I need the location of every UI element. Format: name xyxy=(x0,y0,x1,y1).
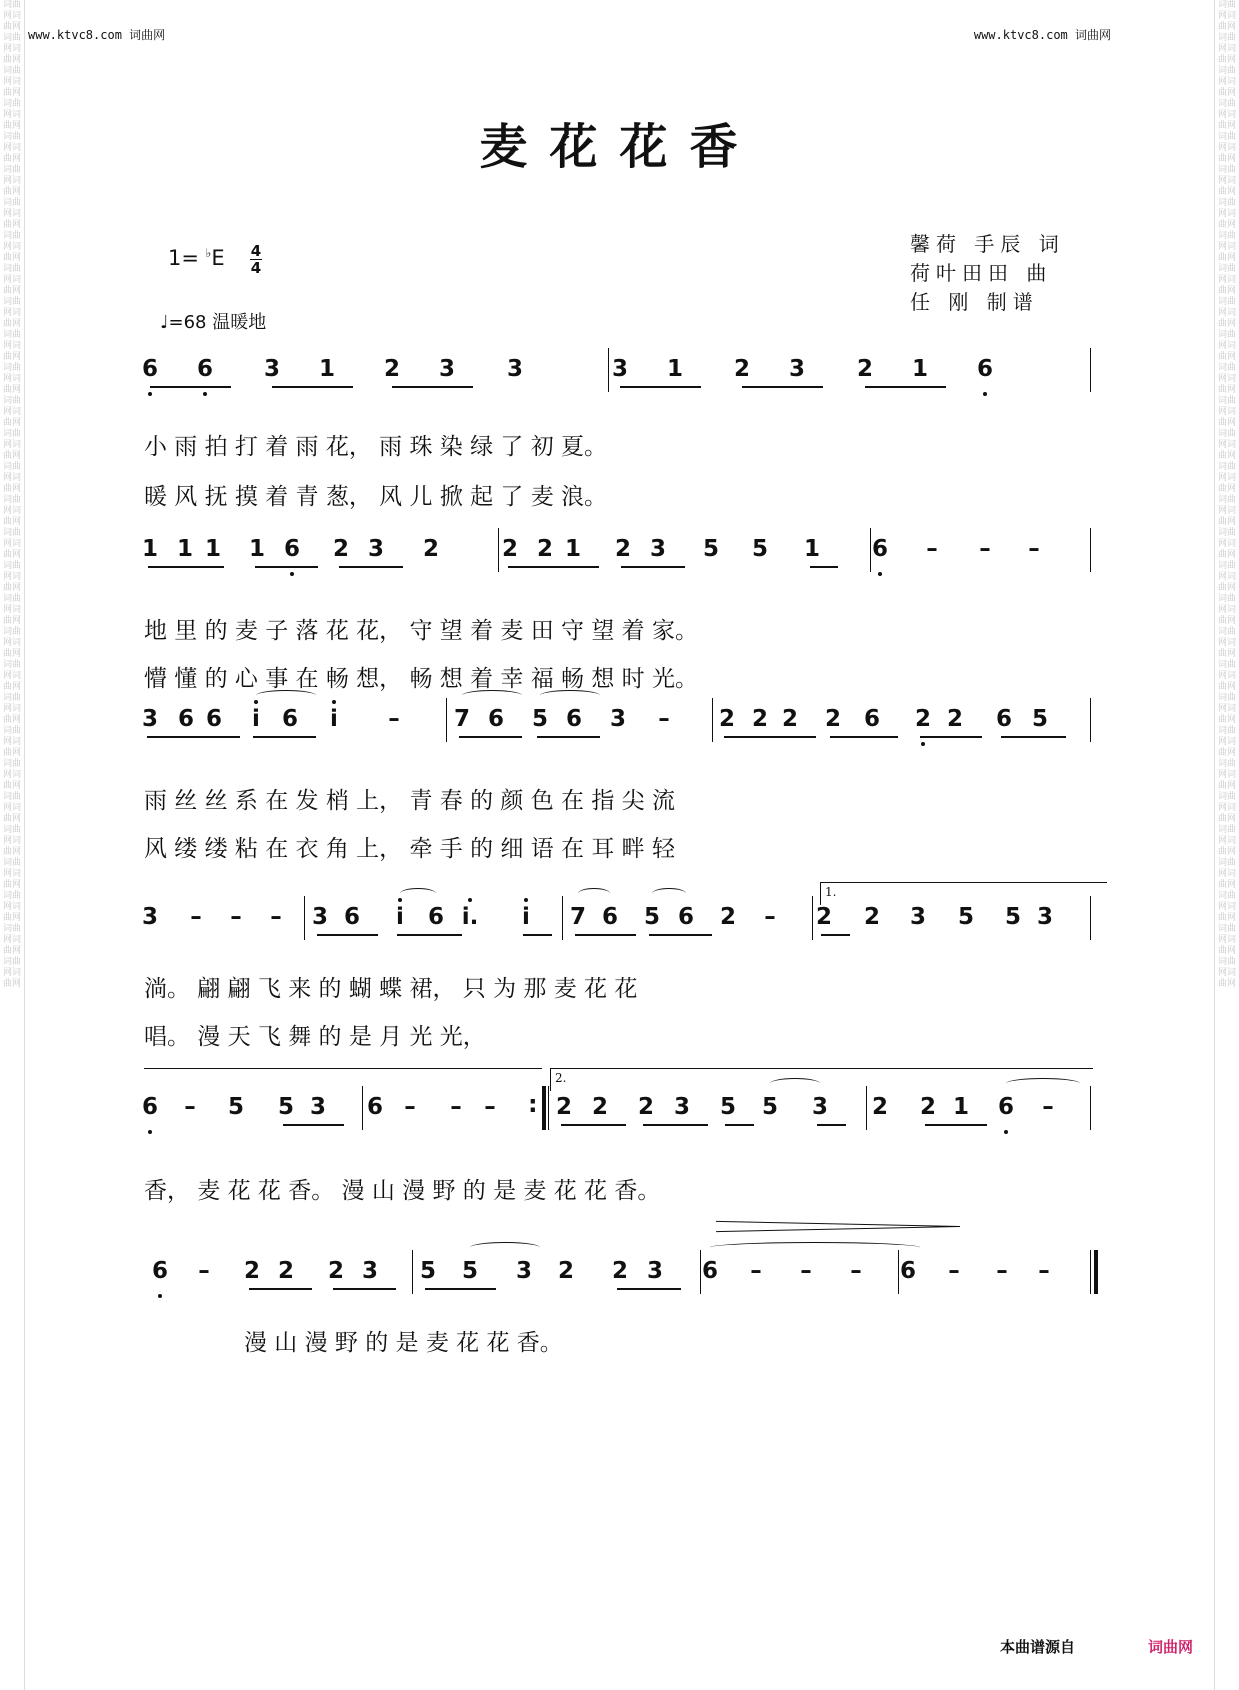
note: 5 xyxy=(751,536,768,562)
bar-line xyxy=(1090,896,1091,940)
beam-underline xyxy=(865,386,946,388)
slur-mark xyxy=(1006,1078,1080,1089)
header-site-right: www.ktvc8.com 词曲网 xyxy=(973,28,1111,42)
note: – xyxy=(404,1094,416,1120)
beam-underline xyxy=(1001,736,1066,738)
note: – xyxy=(764,904,776,930)
beam-underline xyxy=(339,566,403,568)
note: 3 xyxy=(609,706,626,732)
slur-mark xyxy=(540,690,600,701)
beam-underline xyxy=(317,934,378,936)
note: – xyxy=(484,1094,496,1120)
slur-mark xyxy=(770,1078,820,1089)
beam-underline xyxy=(643,1124,708,1126)
note: 1 xyxy=(176,536,193,562)
slur-mark xyxy=(462,690,522,701)
note: 2 xyxy=(614,536,631,562)
note: – xyxy=(184,1094,196,1120)
note: 6 xyxy=(871,536,888,562)
bar-line xyxy=(498,528,499,572)
bar-line xyxy=(700,1250,701,1294)
beam-underline xyxy=(181,566,224,568)
slur-mark xyxy=(578,888,610,899)
composer-credit: 荷叶田田 曲 xyxy=(910,261,1053,285)
note: – xyxy=(388,706,400,732)
note: 3 xyxy=(515,1258,532,1284)
note: – xyxy=(450,1094,462,1120)
note: 2 xyxy=(719,904,736,930)
note: i xyxy=(522,904,530,930)
note: 6 xyxy=(701,1258,718,1284)
lyric-row-2-verse-1: 地 里 的 麦 子 落 花 花， 守 望 着 麦 田 守 望 着 家。 xyxy=(144,618,698,644)
key-note: E xyxy=(211,246,225,270)
volta-1-label: 1. xyxy=(825,885,837,899)
beam-underline xyxy=(757,736,816,738)
beam-underline xyxy=(575,934,636,936)
note: 2 xyxy=(611,1258,628,1284)
volta-1-continuation xyxy=(144,1068,542,1069)
bar-line xyxy=(866,1086,867,1130)
note: 7 xyxy=(453,706,470,732)
low-octave-dot xyxy=(148,392,152,396)
bar-line xyxy=(1090,528,1091,572)
beam-underline xyxy=(523,934,552,936)
note: 3 xyxy=(649,536,666,562)
decrescendo-line xyxy=(716,1221,960,1227)
beam-underline xyxy=(621,566,685,568)
note: 2 xyxy=(919,1094,936,1120)
note: 6 xyxy=(677,904,694,930)
note: 3 xyxy=(367,536,384,562)
beam-underline xyxy=(459,736,522,738)
note: 5 xyxy=(761,1094,778,1120)
note: i xyxy=(330,706,338,732)
note: 6 xyxy=(427,904,444,930)
beam-underline xyxy=(283,1124,344,1126)
note: – xyxy=(750,1258,762,1284)
beam-underline xyxy=(725,1124,754,1126)
note: 6 xyxy=(976,356,993,382)
beam-underline xyxy=(617,1288,681,1290)
beam-underline xyxy=(397,934,462,936)
note: 3 xyxy=(361,1258,378,1284)
note: 6 xyxy=(899,1258,916,1284)
bar-line xyxy=(1090,1250,1091,1294)
repeat-bar xyxy=(542,1086,546,1130)
lyric-row-4-verse-1: 淌。 翩 翩 飞 来 的 蝴 蝶 裙， 只 为 那 麦 花 花 xyxy=(144,976,638,1002)
note: 6 xyxy=(601,904,618,930)
volta-2-label: 2. xyxy=(555,1071,567,1085)
lyric-row-5-verse-1: 香， 麦 花 花 香。 漫 山 漫 野 的 是 麦 花 花 香。 xyxy=(144,1178,661,1204)
note: i xyxy=(396,904,404,930)
footer-source-label: 本曲谱源自 xyxy=(1000,1638,1076,1656)
high-octave-dot xyxy=(468,898,472,902)
beam-underline xyxy=(272,386,353,388)
bar-line xyxy=(562,896,563,940)
note: 5 xyxy=(702,536,719,562)
note: 3 xyxy=(438,356,455,382)
note: 1 xyxy=(952,1094,969,1120)
note: 2 xyxy=(815,904,832,930)
note: 5 xyxy=(227,1094,244,1120)
note: 1 xyxy=(318,356,335,382)
note: 2 xyxy=(536,536,553,562)
lyric-row-3-verse-1: 雨 丝 丝 系 在 发 梢 上， 青 春 的 颜 色 在 指 尖 流 xyxy=(144,788,675,814)
note: 3 xyxy=(1036,904,1053,930)
note: 2 xyxy=(327,1258,344,1284)
note: 5 xyxy=(1031,706,1048,732)
bar-line xyxy=(608,348,609,392)
note: 3 xyxy=(309,1094,326,1120)
beam-underline xyxy=(333,1288,396,1290)
beam-underline xyxy=(830,736,898,738)
note: – xyxy=(270,904,282,930)
note: 6 xyxy=(995,706,1012,732)
beam-underline xyxy=(561,1124,626,1126)
note: 2 xyxy=(856,356,873,382)
note: 2 xyxy=(555,1094,572,1120)
note: 2 xyxy=(383,356,400,382)
low-octave-dot xyxy=(1004,1130,1008,1134)
note: 6 xyxy=(366,1094,383,1120)
high-octave-dot xyxy=(332,700,336,704)
note: 2 xyxy=(751,706,768,732)
lyric-row-3-verse-2: 风 缕 缕 粘 在 衣 角 上， 牵 手 的 细 语 在 耳 畔 轻 xyxy=(144,836,675,862)
bar-line xyxy=(898,1250,899,1294)
note: 6 xyxy=(565,706,582,732)
right-watermark-strip: 词曲网词曲网词曲网词曲网词曲网词曲网词曲网词曲网词曲网词曲网词曲网词曲网词曲网词曲网词曲网词曲网词曲网词曲网词曲网词曲网词曲网词曲网词曲网词曲网词曲网词曲网词曲网词曲网词曲网词曲网词曲网词曲网词曲网词曲网词曲网词曲网词曲网词曲网词曲网词曲网词曲网词曲网词曲网词曲网词曲网词曲网词曲网词曲网词曲网词曲网词曲网词曲网词曲网词曲网词曲网词曲网词曲网词曲网词曲网词曲网 xyxy=(1214,0,1239,1690)
arranger-credit: 任 刚 制谱 xyxy=(910,290,1039,314)
note: 2 xyxy=(733,356,750,382)
high-octave-dot xyxy=(524,898,528,902)
note: 2 xyxy=(781,706,798,732)
note: 6 xyxy=(281,706,298,732)
note: 5 xyxy=(277,1094,294,1120)
beam-underline xyxy=(649,934,712,936)
slur-mark xyxy=(652,888,686,899)
note: 6 xyxy=(863,706,880,732)
note: 1 xyxy=(248,536,265,562)
low-octave-dot xyxy=(983,392,987,396)
volta-1-bracket xyxy=(820,882,1107,905)
decrescendo-line xyxy=(716,1226,960,1232)
header-site-left: www.ktvc8.com 词曲网 xyxy=(28,28,166,42)
bar-line xyxy=(1090,698,1091,742)
bar-line xyxy=(870,528,871,572)
slur-mark xyxy=(400,888,436,899)
note: 2 xyxy=(332,536,349,562)
note: 2 xyxy=(946,706,963,732)
lyric-row-1-verse-1: 小 雨 拍 打 着 雨 花， 雨 珠 染 绿 了 初 夏。 xyxy=(144,434,608,460)
beam-underline xyxy=(925,1124,987,1126)
final-bar xyxy=(1094,1250,1098,1294)
beam-underline xyxy=(182,736,240,738)
tempo-marking: ♩=68 温暖地 xyxy=(160,312,267,333)
low-octave-dot xyxy=(148,1130,152,1134)
slur-mark xyxy=(710,1242,920,1253)
note: 6 xyxy=(151,1258,168,1284)
lyric-row-1-verse-2: 暖 风 抚 摸 着 青 葱， 风 儿 掀 起 了 麦 浪。 xyxy=(144,484,608,510)
note: i. xyxy=(461,904,479,930)
note: 3 xyxy=(909,904,926,930)
time-top: 4 xyxy=(250,242,262,260)
note: 2 xyxy=(277,1258,294,1284)
note: 2 xyxy=(863,904,880,930)
note: 3 xyxy=(646,1258,663,1284)
note: 2 xyxy=(914,706,931,732)
slur-mark xyxy=(256,690,316,701)
bar-line xyxy=(712,698,713,742)
note: 6 xyxy=(177,706,194,732)
note: 3 xyxy=(611,356,628,382)
note: – xyxy=(979,536,991,562)
note: 5 xyxy=(719,1094,736,1120)
beam-underline xyxy=(253,736,316,738)
key-signature xyxy=(168,246,225,270)
note: 2 xyxy=(557,1258,574,1284)
bar-line xyxy=(412,1250,413,1294)
note: 1 xyxy=(564,536,581,562)
note: 3 xyxy=(141,706,158,732)
lyric-row-2-verse-2: 懵 懂 的 心 事 在 畅 想， 畅 想 着 幸 福 畅 想 时 光。 xyxy=(144,666,698,692)
note: 3 xyxy=(506,356,523,382)
bar-line xyxy=(446,698,447,742)
note: 6 xyxy=(283,536,300,562)
note: – xyxy=(948,1258,960,1284)
lyric-row-4-verse-2: 唱。 漫 天 飞 舞 的 是 月 光 光， xyxy=(144,1024,486,1050)
note: 3 xyxy=(141,904,158,930)
note: 3 xyxy=(788,356,805,382)
credits xyxy=(910,230,1065,317)
bar-line xyxy=(1090,348,1091,392)
note: 1 xyxy=(911,356,928,382)
key-prefix: 1= xyxy=(168,246,206,270)
note: – xyxy=(1042,1094,1054,1120)
note: 6 xyxy=(205,706,222,732)
bar-line xyxy=(812,896,813,940)
footer-site-link[interactable]: 词曲网 xyxy=(1148,1638,1194,1656)
beam-underline xyxy=(255,566,318,568)
note: 2 xyxy=(243,1258,260,1284)
beam-underline xyxy=(392,386,473,388)
note: 5 xyxy=(643,904,660,930)
note: 2 xyxy=(871,1094,888,1120)
note: 5 xyxy=(419,1258,436,1284)
note: – xyxy=(996,1258,1008,1284)
beam-underline xyxy=(425,1288,496,1290)
repeat-sign: : xyxy=(528,1090,538,1118)
note: 1 xyxy=(803,536,820,562)
note: 3 xyxy=(263,356,280,382)
note: 6 xyxy=(141,1094,158,1120)
note: 5 xyxy=(957,904,974,930)
note: – xyxy=(230,904,242,930)
note: 2 xyxy=(422,536,439,562)
note: 1 xyxy=(204,536,221,562)
note: 6 xyxy=(997,1094,1014,1120)
note: 5 xyxy=(531,706,548,732)
lyricist-credit: 馨荷 手辰 词 xyxy=(910,232,1065,256)
bar-line xyxy=(304,896,305,940)
note: – xyxy=(190,904,202,930)
note: 2 xyxy=(718,706,735,732)
note: 1 xyxy=(666,356,683,382)
note: – xyxy=(658,706,670,732)
low-octave-dot xyxy=(290,572,294,576)
beam-underline xyxy=(817,1124,846,1126)
slur-mark xyxy=(470,1242,540,1253)
bar-line xyxy=(548,1086,549,1130)
time-signature xyxy=(250,244,262,275)
note: 6 xyxy=(196,356,213,382)
note: 3 xyxy=(311,904,328,930)
beam-underline xyxy=(541,566,599,568)
beam-underline xyxy=(249,1288,312,1290)
note: – xyxy=(850,1258,862,1284)
note: 6 xyxy=(487,706,504,732)
left-watermark-strip: 词曲网词曲网词曲网词曲网词曲网词曲网词曲网词曲网词曲网词曲网词曲网词曲网词曲网词曲网词曲网词曲网词曲网词曲网词曲网词曲网词曲网词曲网词曲网词曲网词曲网词曲网词曲网词曲网词曲网词曲网词曲网词曲网词曲网词曲网词曲网词曲网词曲网词曲网词曲网词曲网词曲网词曲网词曲网词曲网词曲网词曲网词曲网词曲网词曲网词曲网词曲网词曲网词曲网词曲网词曲网词曲网词曲网词曲网词曲网词曲网 xyxy=(0,0,25,1690)
beam-underline xyxy=(537,736,600,738)
low-octave-dot xyxy=(158,1294,162,1298)
note: 2 xyxy=(824,706,841,732)
song-title: 麦花花香 xyxy=(479,119,760,175)
note: – xyxy=(800,1258,812,1284)
beam-underline xyxy=(810,566,838,568)
lyric-row-6-verse-1: 漫 山 漫 野 的 是 麦 花 花 香。 xyxy=(244,1330,563,1356)
bar-line xyxy=(1090,1086,1091,1130)
note: 1 xyxy=(141,536,158,562)
note: 5 xyxy=(461,1258,478,1284)
note: 5 xyxy=(1004,904,1021,930)
note: 3 xyxy=(811,1094,828,1120)
note: 6 xyxy=(343,904,360,930)
note: 7 xyxy=(569,904,586,930)
note: – xyxy=(198,1258,210,1284)
low-octave-dot xyxy=(921,742,925,746)
note: – xyxy=(1038,1258,1050,1284)
note: 2 xyxy=(637,1094,654,1120)
note: 6 xyxy=(141,356,158,382)
beam-underline xyxy=(742,386,823,388)
beam-underline xyxy=(620,386,701,388)
beam-underline xyxy=(150,386,231,388)
time-bottom: 4 xyxy=(250,259,262,277)
note: 3 xyxy=(673,1094,690,1120)
beam-underline xyxy=(821,934,850,936)
note: 2 xyxy=(591,1094,608,1120)
beam-underline xyxy=(920,736,982,738)
note: – xyxy=(926,536,938,562)
note: 2 xyxy=(501,536,518,562)
low-octave-dot xyxy=(878,572,882,576)
note: – xyxy=(1028,536,1040,562)
note: i xyxy=(252,706,260,732)
bar-line xyxy=(362,1086,363,1130)
flat-sign: ♭ xyxy=(205,246,212,260)
low-octave-dot xyxy=(203,392,207,396)
